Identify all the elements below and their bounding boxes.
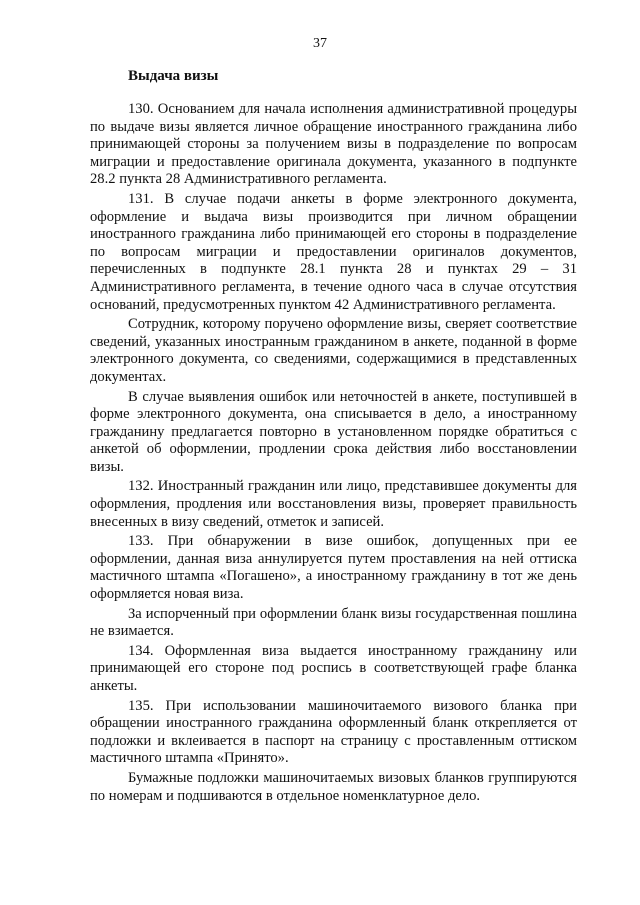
paragraph-131: 131. В случае подачи анкеты в форме электронного документа, оформление и выдача визы производится при личном обращении иностранного гражданина либо принимающей его стороны в подразделение по вопросам миграции и предоставлении оригиналов документов, перечисленных в подпункте 28.1 пункта 28 и пунктах 29 – 31 Административного регламента, в течение одного часа в случае отсутствия оснований, предусмотренных пунктом 42 Административного регламента. (90, 190, 577, 313)
paragraph-135: 135. При использовании машиночитаемого визового бланка при обращении иностранного гражданина оформленный бланк открепляется от подложки и вклеивается в паспорт на страницу с проставленным оттиском мастичного штампа «Принято». (90, 697, 577, 767)
document-body (90, 101, 577, 807)
paragraph-132: 132. Иностранный гражданин или лицо, представившее документы для оформления, продления или восстановления визы, проверяет правильность внесенных в визу сведений, отметок и записей. (90, 478, 577, 530)
paragraph-134: 134. Оформленная виза выдается иностранному гражданину или принимающей его стороне под роспись в соответствующей графе бланка анкеты. (90, 642, 577, 694)
paragraph-130: 130. Основанием для начала исполнения административной процедуры по выдаче визы является личное обращение иностранного гражданина либо принимающей стороны за получением визы в подразделение по вопросам миграции и предоставление оригинала документа, указанного в подпункте 28.2 пункта 28 Административного регламента. (90, 101, 577, 188)
paragraph-133-fee: За испорченный при оформлении бланк визы государственная пошлина не взимается. (90, 605, 577, 640)
paragraph-131-errors: В случае выявления ошибок или неточностей в анкете, поступившей в форме электронного документа, она списывается в дело, а иностранному гражданину предлагается повторно в установленном порядке обратиться с анкетой об оформлении, продлении срока действия либо восстановлении визы. (90, 388, 577, 475)
section-heading: Выдача визы (128, 68, 219, 84)
paragraph-133: 133. При обнаружении в визе ошибок, допущенных при ее оформлении, данная виза аннулируется путем проставления на ней оттиска мастичного штампа «Погашено», а иностранному гражданину в тот же день оформляется новая виза. (90, 533, 577, 603)
paragraph-131-employee: Сотрудник, которому поручено оформление визы, сверяет соответствие сведений, указанных иностранным гражданином в анкете, поданной в форме электронного документа, со сведениями, содержащимися в представленных документах. (90, 316, 577, 385)
paragraph-135-backings: Бумажные подложки машиночитаемых визовых бланков группируются по номерам и подшиваются в отдельное номенклатурное дело. (90, 769, 577, 804)
page-number: 37 (313, 36, 327, 51)
